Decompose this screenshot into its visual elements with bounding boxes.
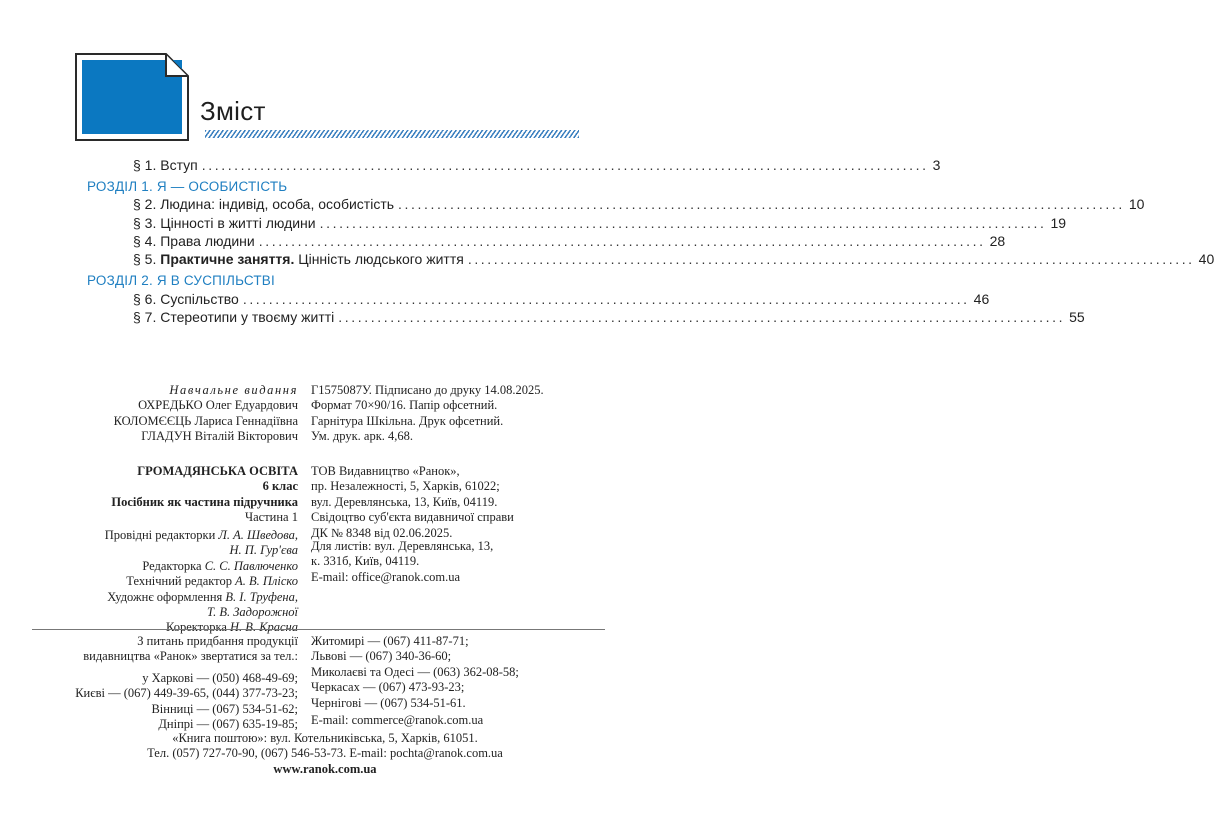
credit-line: Коректорка Н. В. Красна <box>166 620 298 635</box>
contacts-left: у Харкові — (050) 468-49-69; Києві — (067) 449-39-65, (044) 377-73-23; Вінниці — (067) 534-51-62; Дніпрі — (067) 635-19-85; <box>75 671 298 732</box>
grade: 6 клас <box>262 479 298 494</box>
toc-item[interactable]: § 6. Суспільство ................................................................................................................ 46 <box>133 291 990 307</box>
toc-page: 46 <box>973 291 990 307</box>
title-underline-hatch <box>205 130 579 138</box>
section-heading: РОЗДІЛ 2. Я В СУСПІЛЬСТВІ <box>87 273 275 288</box>
toc-page: 55 <box>1069 309 1085 325</box>
toc-leader: ................................................................................................................ <box>242 291 970 307</box>
edition-type: Навчальне видання <box>169 383 298 397</box>
publisher-info-block: ТОВ Видавництво «Ранок», пр. Незалежності, 5, Харків, 61022; вул. Деревлянська, 13, Київ, 04119. Свідоцтво суб'єкта видавничої справи ДК № 8348 від 02.06.2025. <box>311 464 514 540</box>
credit-line: Т. В. Задорожної <box>206 605 298 620</box>
divider <box>32 629 605 630</box>
toc-item[interactable]: § 1. Вступ ................................................................................................................ 3 <box>133 157 941 173</box>
toc-leader: ................................................................................................................ <box>258 233 986 249</box>
book-type: Посібник як частина підручника <box>111 494 298 509</box>
toc-page: 19 <box>1050 215 1067 231</box>
toc-item[interactable]: § 2. Людина: індивід, особа, особистість ................................................................................................................ 10 <box>133 196 1145 212</box>
print-info-block: Г1575087У. Підписано до друку 14.08.2025. Формат 70×90/16. Папір офсетний. Гарнітура Шкільна. Друк офсетний. Ум. друк. арк. 4,68. <box>311 383 544 444</box>
section-heading: РОЗДІЛ 1. Я — ОСОБИСТІСТЬ <box>87 179 288 194</box>
toc-page: 3 <box>932 157 941 173</box>
toc-page: 28 <box>989 233 1006 249</box>
chapter-icon <box>74 52 192 147</box>
toc-leader: ................................................................................................................ <box>338 309 1066 325</box>
letters-info-block: Для листів: вул. Деревлянська, 13, к. 331б, Київ, 04119. E-mail: office@ranok.com.ua <box>311 539 494 584</box>
website-link[interactable]: www.ranok.com.ua <box>273 761 377 776</box>
toc-page: 10 <box>1128 196 1145 212</box>
contacts-intro: З питань придбання продукції видавництва «Ранок» звертатися за тел.: <box>83 634 298 664</box>
credit-line: Н. П. Гур'єва <box>229 543 298 558</box>
toc-leader: ................................................................................................................ <box>319 215 1047 231</box>
toc-item[interactable]: § 3. Цінності в житті людини ................................................................................................................ 19 <box>133 215 1067 231</box>
part: Частина 1 <box>245 510 298 525</box>
author: КОЛОМЄЄЦЬ Лариса Геннадіївна <box>113 413 298 428</box>
mail-order-block: «Книга поштою»: вул. Котельниківська, 5, Харків, 61051. Тел. (057) 727-70-90, (067) 546-53-73. E-mail: pochta@ranok.com.ua www.ranok.com.ua <box>0 731 650 777</box>
credit-line: Технічний редактор А. В. Пліско <box>126 574 298 589</box>
imprint-book-block <box>111 464 298 526</box>
author: ОХРЕДЬКО Олег Едуардович <box>138 398 298 413</box>
commerce-email-link[interactable]: E-mail: commerce@ranok.com.ua <box>311 713 484 727</box>
imprint-credits-block <box>105 528 298 636</box>
office-email-link[interactable]: E-mail: office@ranok.com.ua <box>311 569 461 584</box>
toc-leader: ................................................................................................................ <box>201 157 929 173</box>
book-title: ГРОМАДЯНСЬКА ОСВІТА <box>137 464 298 478</box>
toc-item[interactable]: § 5. Практичне заняття. Цінність людського життя ................................................................................................................ 40 <box>133 251 1214 267</box>
contacts-right: Житомирі — (067) 411-87-71; Львові — (067) 340-36-60; Миколаєві та Одесі — (063) 362-08-58; Черкасах — (067) 473-93-23; Чернігові — (067) 534-51-61. <box>311 634 519 710</box>
credit-line: Художнє оформлення В. І. Труфена, <box>107 589 298 604</box>
credit-line: Редакторка С. С. Павлюченко <box>142 558 298 573</box>
toc-item[interactable]: § 4. Права людини ................................................................................................................ 28 <box>133 233 1006 249</box>
page-title: Зміст <box>200 96 266 126</box>
imprint-authors-block <box>114 383 298 445</box>
credit-line: Провідні редакторки Л. А. Шведова, <box>104 528 298 542</box>
practical-label: Практичне заняття. <box>160 251 295 267</box>
toc-leader: ................................................................................................................ <box>398 196 1125 212</box>
toc-page: 40 <box>1198 251 1214 267</box>
toc-item[interactable]: § 7. Стереотипи у твоєму житті ................................................................................................................ 55 <box>133 309 1085 325</box>
toc-leader: ................................................................................................................ <box>467 251 1195 267</box>
author: ГЛАДУН Віталій Вікторович <box>141 429 298 444</box>
